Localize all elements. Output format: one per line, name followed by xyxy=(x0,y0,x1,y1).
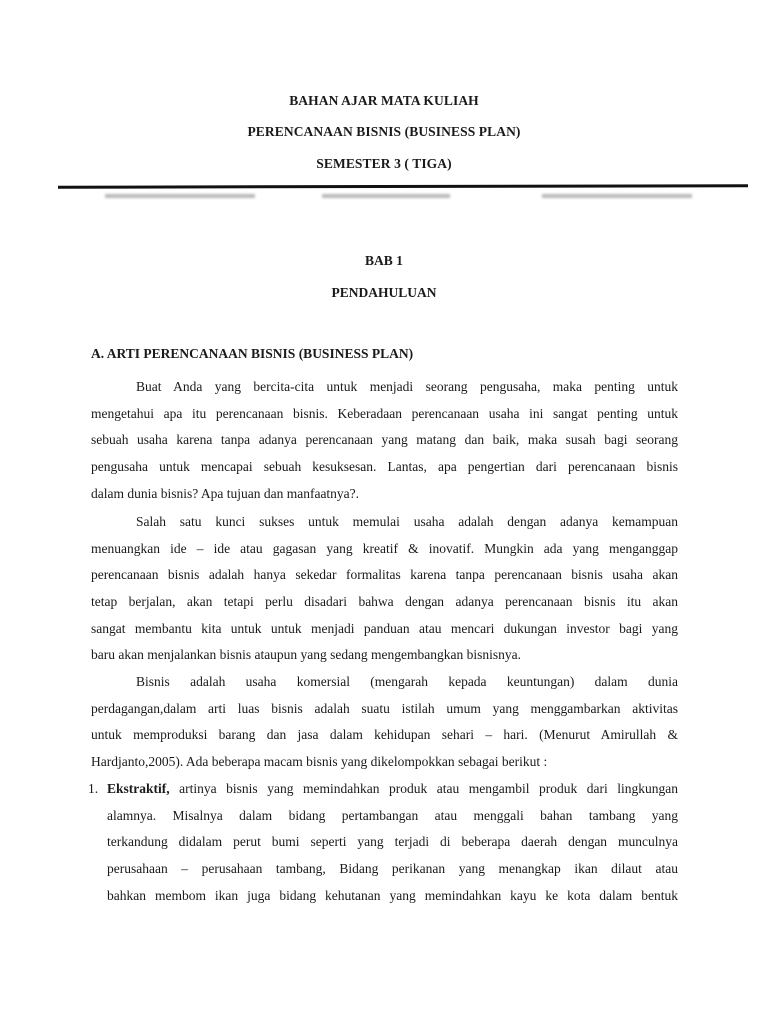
paragraph-line: untuk memproduksi barang dan jasa dalam kehidupan sehari – hari. (Menurut Amirullah & xyxy=(91,727,678,743)
list-item-line: alamnya. Misalnya dalam bidang pertambangan atau menggali bahan tambang yang xyxy=(107,807,678,823)
paragraph-3 xyxy=(91,669,678,776)
paragraph-line: Buat Anda yang bercita-cita untuk menjadi seorang pengusaha, maka penting untuk xyxy=(136,379,678,394)
header-semester: SEMESTER 3 ( TIGA) xyxy=(316,156,452,171)
list-item-line: bahkan membom ikan juga bidang kehutanan yang memindahkan kayu ke kota dalam bentuk xyxy=(107,887,678,903)
header-course-title: PERENCANAAN BISNIS (BUSINESS PLAN) xyxy=(247,124,521,139)
paragraph-line: menuangkan ide – ide atau gagasan yang kreatif & inovatif. Mungkin ada yang menganggap xyxy=(91,540,678,556)
list-item-text: artinya bisnis yang memindahkan produk atau mengambil produk dari lingkungan xyxy=(179,781,678,796)
section-heading: A. ARTI PERENCANAAN BISNIS (BUSINESS PLAN) xyxy=(91,346,414,361)
list-item-line xyxy=(91,776,678,803)
paragraph-line: baru akan menjalankan bisnis ataupun yang sedang mengembangkan bisnisnya. xyxy=(91,647,522,663)
paragraph-line: pengusaha untuk mencapai sebuah kesuksesan. Lantas, apa pengertian dari perencanaan bisnis xyxy=(91,459,678,475)
paragraph-line: sangat membantu kita untuk untuk menjadi panduan atau mencari dukungan investor bagi yang xyxy=(91,620,678,636)
paragraph-line: perdagangan,dalam arti luas bisnis adalah suatu istilah umum yang menggambarkan aktivitas xyxy=(91,700,678,716)
business-types-list xyxy=(88,776,678,909)
list-item-line: perusahaan – perusahaan tambang, Bidang perikanan yang menangkap ikan dilaut atau xyxy=(107,861,678,877)
paragraph-2 xyxy=(91,509,678,669)
paragraph-line: sebuah usaha karena tanpa adanya perencanaan yang matang dan baik, maka susah bagi seorang xyxy=(91,432,678,448)
paragraph-line: tetap berjalan, akan tetapi perlu disadari bahwa dengan adanya perencanaan bisnis itu akan xyxy=(91,594,678,610)
paragraph-line: dalam dunia bisnis? Apa tujuan dan manfaatnya?. xyxy=(91,485,360,501)
chapter-title: PENDAHULUAN xyxy=(331,285,437,300)
paragraph-line: Salah satu kunci sukses untuk memulai usaha adalah dengan adanya kemampuan xyxy=(136,514,678,529)
paragraph-line: perencanaan bisnis adalah hanya sekedar formalitas karena tanpa perencanaan bisnis usaha akan xyxy=(91,567,678,583)
list-item-number: 1. xyxy=(88,781,99,796)
paragraph-line: mengetahui apa itu perencanaan bisnis. Keberadaan perencanaan usaha ini sangat penting untuk xyxy=(91,405,678,421)
paragraph-1 xyxy=(91,374,678,507)
divider-shadow xyxy=(105,194,255,198)
chapter-number: BAB 1 xyxy=(365,253,403,268)
list-item-line: terkandung didalam perut bumi seperti yang terjadi di beberapa daerah dengan munculnya xyxy=(107,834,678,850)
divider-shadow xyxy=(542,194,692,198)
header-divider xyxy=(58,184,748,188)
paragraph-line: Bisnis adalah usaha komersial (mengarah kepada keuntungan) dalam dunia xyxy=(136,674,678,689)
list-item xyxy=(88,776,678,909)
divider-shadow xyxy=(322,194,450,198)
paragraph-line: Hardjanto,2005). Ada beberapa macam bisnis yang dikelompokkan sebagai berikut : xyxy=(91,754,548,770)
list-item-term: Ekstraktif, xyxy=(107,781,170,796)
header-course-type: BAHAN AJAR MATA KULIAH xyxy=(289,93,479,108)
